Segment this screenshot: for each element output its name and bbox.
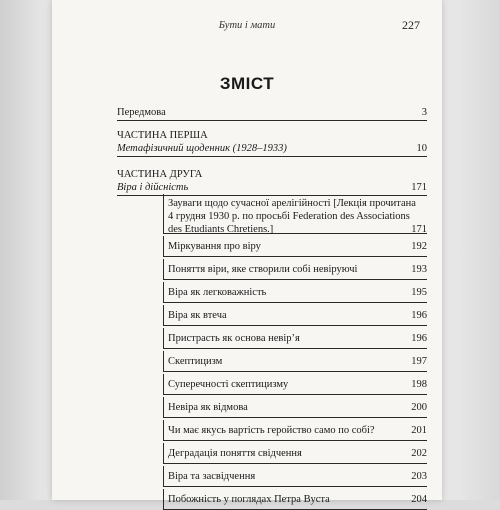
toc-entry-item[interactable] [163, 397, 427, 418]
toc-entry-item[interactable] [163, 374, 427, 395]
toc-entry-page: 196 [411, 333, 427, 344]
toc-entry-title: Поняття віри, яке створили собі невіруючі [168, 264, 358, 275]
toc-entry-page: 197 [411, 356, 427, 367]
toc-entry-item[interactable] [163, 282, 427, 303]
toc-entry-item[interactable] [163, 466, 427, 487]
toc-entry-page: 203 [411, 471, 427, 482]
toc-entry-title: Віра і дійсність [117, 182, 189, 193]
toc-entry-page: 201 [411, 425, 427, 436]
toc-entry-remark[interactable] [163, 194, 427, 234]
toc-title: ЗМІСТ [219, 74, 275, 93]
page-number: 227 [402, 18, 420, 32]
toc-part-one[interactable] [117, 129, 427, 157]
toc-entry-page: 204 [411, 494, 427, 505]
toc-entry-title: Пристрасть як основа невір’я [168, 333, 300, 344]
toc-entry-page: 193 [411, 264, 427, 275]
remark-line-1: Зауваги щодо сучасної арелігійності [Лекція прочитана [168, 198, 416, 209]
toc-entry-page: 171 [411, 224, 427, 235]
toc-entry-title: Побожність у поглядах Петра Вуста [168, 494, 330, 505]
toc-entry-title: Метафізичний щоденник (1928–1933) [117, 143, 287, 154]
toc-entry-page: 200 [411, 402, 427, 413]
toc-entry-page: 3 [421, 107, 427, 118]
toc-entry-item[interactable] [163, 328, 427, 349]
toc-entry-title: Віра та засвідчення [168, 471, 256, 482]
toc-entry-item[interactable] [163, 259, 427, 280]
toc-entry-foreword[interactable] [117, 106, 427, 121]
toc-entry-page: 196 [411, 310, 427, 321]
toc-entry-title: Деградація поняття свідчення [168, 448, 302, 459]
toc-entry-item[interactable] [163, 305, 427, 326]
book-page [52, 0, 442, 505]
toc-entry-title: Міркування про віру [168, 241, 261, 252]
toc-entry-title: Суперечності скептицизму [168, 379, 289, 390]
toc-entry-title: Невіра як відмова [168, 402, 248, 413]
bleed-through-text [202, 40, 213, 70]
remark-line-3: des Etudiants Chretiens.] [168, 224, 274, 235]
toc-entry-page: 171 [411, 182, 427, 193]
toc-entry-title: Віра як легковажність [168, 287, 267, 298]
toc-entry-page: 202 [411, 448, 427, 459]
toc-entry-title: Скептицизм [168, 356, 223, 367]
toc-entry-title: Віра як втеча [168, 310, 227, 321]
toc-entry-page: 198 [411, 379, 427, 390]
part-heading: ЧАСТИНА ДРУГА [117, 169, 203, 180]
toc-entry-page: 10 [416, 143, 427, 154]
toc-entry-item[interactable] [163, 351, 427, 372]
toc-entry-item[interactable] [163, 420, 427, 441]
remark-line-2: 4 грудня 1930 р. по просьбі Federation des Associations [168, 211, 410, 222]
toc-entry-page: 192 [411, 241, 427, 252]
toc-entry-item[interactable] [163, 236, 427, 257]
part-heading: ЧАСТИНА ПЕРША [117, 130, 208, 141]
toc-part-two[interactable] [117, 168, 427, 196]
running-header: Бути і мати [218, 20, 276, 31]
toc-entry-title: Чи має якусь вартість геройство само по собі? [168, 425, 375, 436]
toc-entry-item[interactable] [163, 443, 427, 464]
toc-entry-title: Передмова [117, 107, 166, 118]
toc-entry-page: 195 [411, 287, 427, 298]
